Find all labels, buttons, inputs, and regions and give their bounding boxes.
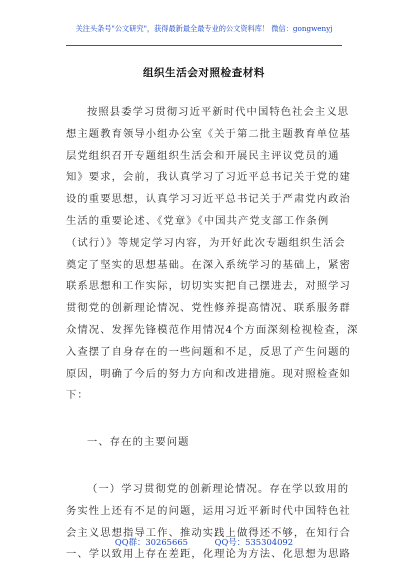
body-line: 会主义思想指导工作、推动实践上做得还不够，在知行合: [66, 526, 351, 539]
header-divider: [66, 45, 342, 46]
footer-contact: [0, 536, 408, 548]
body-line: 入查摆了自身存在的一些问题和不足，反思了产生问题的: [66, 345, 351, 358]
body-line: 奠定了坚实的思想基础。在深入系统学习的基础上，紧密: [66, 258, 351, 271]
body-line: （一）学习贯彻党的创新理论情况。存在学以致用的: [87, 482, 350, 495]
body-line: 想主题教育领导小组办公室《关于第二批主题教育单位基: [66, 127, 351, 140]
body-line: （试行）》等规定学习内容，为开好此次专题组织生活会: [66, 236, 346, 249]
footer-qq-group: QQ群：30265665: [114, 537, 188, 547]
body-line: 贯彻党的创新理论情况、党性修养提高情况、联系服务群: [66, 302, 351, 315]
body-line: 知》要求，会前，我认真学习了习近平总书记关于党的建: [66, 171, 351, 184]
body-line: 按照县委学习贯彻习近平新时代中国特色社会主义思: [87, 106, 350, 118]
body-line: 下：: [66, 389, 89, 402]
document-title: 组织生活会对照检查材料: [142, 67, 266, 79]
footer-qq-number: QQ号：535304092: [214, 537, 294, 547]
body-line: 联系思想和工作实际，切切实实把自己摆进去，对照学习: [66, 280, 351, 293]
body-line: 众情况、发挥先锋模范作用情况4个方面深刻检视检查，深: [66, 323, 359, 336]
body-line: 设的重要思想，认真学习习近平总书记关于严肃党内政治: [66, 193, 351, 206]
body-line: 务实性上还有不足的问题，运用习近平新时代中国特色社: [66, 504, 351, 517]
document-body: [66, 104, 359, 568]
body-line: 生活的重要论述、《党章》《中国共产党支部工作条例: [66, 214, 330, 227]
header-notice: 关注头条号"公文研究"，获得最新最全最专业的公文资料库！ 微信：gongwenyj: [75, 24, 333, 33]
body-line: 原因，明确了今后的努力方向和改进措施。现对照检查如: [66, 367, 351, 380]
body-line: 一、学以致用上存在差距，化理论为方法、化思想为思路: [66, 548, 351, 561]
body-line: 层党组织召开专题组织生活会和开展民主评议党员的通: [66, 149, 340, 162]
section-heading: 一、存在的主要问题: [87, 436, 190, 449]
